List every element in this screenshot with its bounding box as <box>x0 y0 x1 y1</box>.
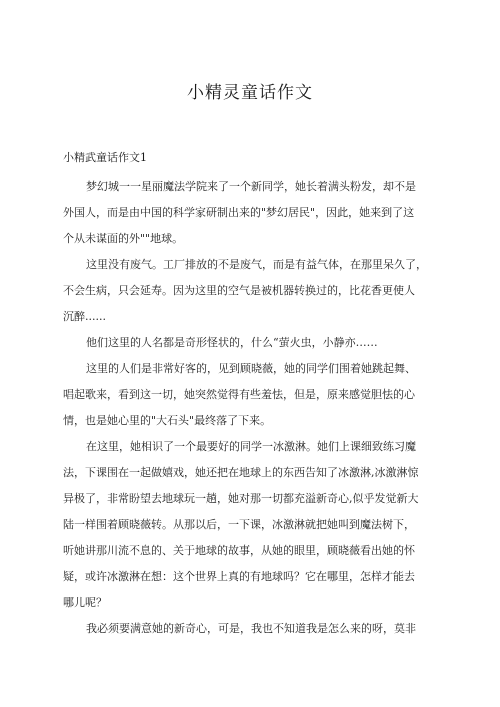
text-line: 不会生病，只会延寿。因为这里的空气是被机器转换过的，比花香更使人 <box>63 284 415 297</box>
text-line: 个从未谋面的外""地球。 <box>63 232 184 245</box>
section-heading: 小精武童话作文1 <box>63 151 147 164</box>
text-line: 法，下课围在一起做嬉戏，她还把在地球上的东西告知了冰激淋,冰激淋惊 <box>63 466 419 479</box>
text-line: 哪儿呢？ <box>63 596 107 609</box>
text-line: 外国人，而是由中国的科学家研制出来的"梦幻居民"，因此，她来到了这 <box>63 206 415 219</box>
text-line: 听她讲那川流不息的、关于地球的故事，从她的眼里，顾晓薇看出她的怀 <box>63 544 415 557</box>
text-line: 异极了，非常盼望去地球玩一趟，她对那一切都充溢新奇心,似乎发觉新大 <box>63 492 419 505</box>
text-line: 他们这里的人名都是奇形怪状的，什么“萤火虫，小静亦…… <box>86 336 378 349</box>
text-line: 梦幻城一一星丽魔法学院来了一个新同学，她长着满头粉发，却不是 <box>86 180 416 193</box>
text-line: 情，也是她心里的"大石头"最终落了下来。 <box>63 414 272 427</box>
text-line: 陆一样围着顾晓薇转。从那以后，一下课，冰激淋就把她叫到魔法树下， <box>63 518 415 531</box>
text-line: 疑，或许冰激淋在想：这个世界上真的有地球吗？它在哪里，怎样才能去 <box>63 570 415 583</box>
text-line: 这里没有废气。工厂排放的不是废气，而是有益气体，在那里呆久了， <box>86 258 427 271</box>
text-line: 我必须要满意她的新奇心，可是，我也不知道我是怎么来的呀，莫非 <box>86 622 416 635</box>
document-title: 小精灵童话作文 <box>187 83 313 103</box>
text-line: 在这里，她相识了一个最要好的同学一冰激淋。她们上课细致练习魔 <box>86 440 416 453</box>
text-line: 沉醉...... <box>63 310 106 323</box>
text-line: 这里的人们是非常好客的，见到顾晓薇，她的同学们围着她跳起舞、 <box>86 362 416 375</box>
document-body <box>63 174 443 642</box>
text-line: 唱起歌来，看到这一切，她突然觉得有些羞怯，但是，原来感觉胆怯的心 <box>63 388 415 401</box>
